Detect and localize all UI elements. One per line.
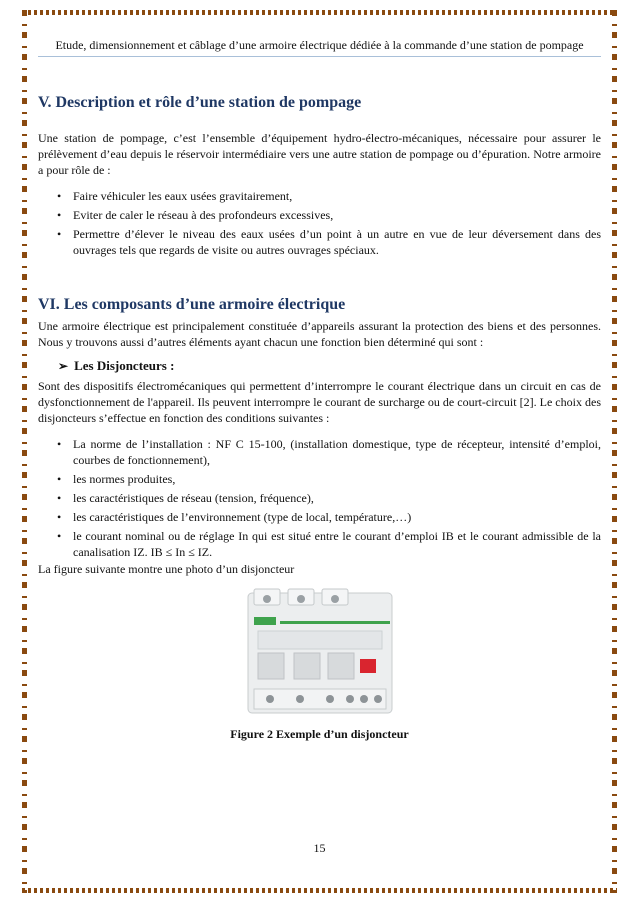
sub-heading-disjoncteurs: ➢ Les Disjoncteurs : xyxy=(58,358,175,373)
bullet-icon: • xyxy=(57,189,62,203)
page-border-top xyxy=(22,10,617,15)
bullet-icon: • xyxy=(57,491,62,505)
page-number: 15 xyxy=(313,841,326,855)
bullet-icon: • xyxy=(57,510,62,524)
list-item: • les normes produites, xyxy=(57,472,176,486)
page-border-left xyxy=(22,10,27,893)
bullet-icon: • xyxy=(57,208,62,222)
list-item: • le courant nominal ou de réglage In qui est situé entre le courant d’emploi IB et le courant admissible de la canalisation IZ. IB ≤ In ≤ IZ. xyxy=(57,529,601,559)
list-item: • La norme de l’installation : NF C 15-100, (installation domestique, type de récepteur, intensité d’emploi, courbes de fonctionnement), xyxy=(57,437,601,467)
arrow-bullet-icon: ➢ xyxy=(58,359,69,373)
circuit-breaker-illustration xyxy=(240,587,400,717)
section-5-paragraph: Une station de pompage, c’est l’ensemble d’équipement hydro-électro-mécaniques, nécessaire pour assurer le prélèvement d’eau depuis le réservoir intermédiaire vers une autre station de pompage ou d’épuration. Notre armoire a pour rôle de : xyxy=(38,131,601,177)
list-item: • Eviter de caler le réseau à des profondeurs excessives, xyxy=(57,208,334,222)
section-6-paragraph: Une armoire électrique est principalement constituée d’appareils assurant la protection des biens et des personnes. Nous y trouvons aussi d’autres éléments ayant chacun une fonction bien déterminé qui sont : xyxy=(38,319,601,349)
bullet-icon: • xyxy=(57,227,62,241)
section-5-title: V. Description et rôle d’une station de pompage xyxy=(38,94,362,111)
circuit-breaker-photo xyxy=(240,587,400,717)
bullet-icon: • xyxy=(57,472,62,486)
disjoncteurs-paragraph: Sont des dispositifs électromécaniques qui permettent d’interrompre le courant électrique dans un circuit en cas de dysfonctionnement de l'appareil. Ils peuvent interrompre le courant de surcharge ou de court-circuit [2]. Le choix des disjoncteurs s’effectue en fonction des conditions suivantes : xyxy=(38,379,601,425)
bullet-icon: • xyxy=(57,529,62,543)
section-5-bullet-list xyxy=(38,188,601,258)
running-header: Etude, dimensionnement et câblage d’une armoire électrique dédiée à la commande d’une station de pompage xyxy=(55,38,584,52)
list-item: • les caractéristiques de l’environnement (type de local, température,…) xyxy=(57,510,412,524)
list-item: • Faire véhiculer les eaux usées gravitairement, xyxy=(57,189,293,203)
figure-intro: La figure suivante montre une photo d’un disjoncteur xyxy=(38,562,295,576)
page-border-bottom xyxy=(22,888,617,893)
list-item: • Permettre d’élever le niveau des eaux usées d’un point à un autre en vue de leur déversement dans des ouvrages tels que regards de visite ou autres ouvrages spéciaux. xyxy=(57,227,601,257)
figure-caption: Figure 2 Exemple d’un disjoncteur xyxy=(230,727,409,741)
header-rule xyxy=(38,56,601,57)
page-border-right xyxy=(612,10,617,893)
bullet-icon: • xyxy=(57,437,62,451)
conditions-bullet-list xyxy=(38,436,601,560)
section-6-title: VI. Les composants d’une armoire électrique xyxy=(38,296,346,313)
list-item: • les caractéristiques de réseau (tension, fréquence), xyxy=(57,491,314,505)
document-page xyxy=(38,36,601,855)
